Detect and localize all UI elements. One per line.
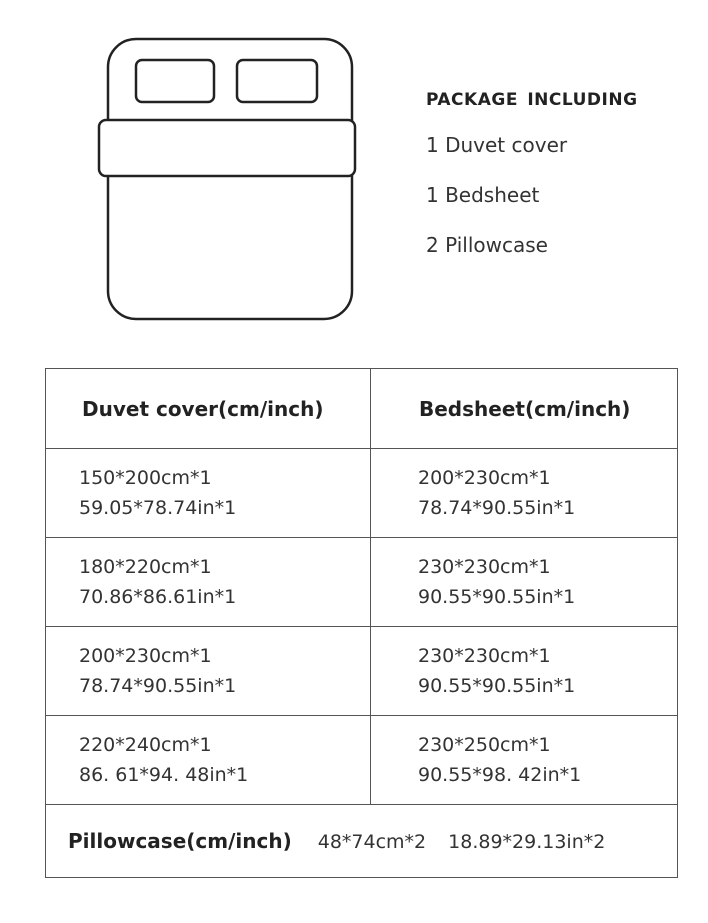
duvet-cell bbox=[46, 627, 371, 716]
bedsheet-inch: 90.55*98. 42in*1 bbox=[418, 764, 582, 786]
bedsheet-cell bbox=[371, 716, 678, 805]
pillow-right bbox=[237, 60, 317, 102]
bedsheet-cm: 200*230cm*1 bbox=[418, 467, 551, 489]
pillowcase-cell bbox=[46, 805, 678, 878]
bedsheet-cm: 230*250cm*1 bbox=[418, 734, 551, 756]
table-row bbox=[46, 716, 678, 805]
duvet-cell bbox=[46, 716, 371, 805]
bedsheet-cell bbox=[371, 449, 678, 538]
header-duvet: Duvet cover(cm/inch) bbox=[46, 369, 371, 449]
duvet-cell bbox=[46, 538, 371, 627]
table-header-row bbox=[46, 369, 678, 449]
bedsheet-cell bbox=[371, 538, 678, 627]
duvet-cm: 200*230cm*1 bbox=[79, 645, 212, 667]
bedsheet-cm: 230*230cm*1 bbox=[418, 556, 551, 578]
duvet-inch: 70.86*86.61in*1 bbox=[79, 586, 237, 608]
duvet-cell bbox=[46, 449, 371, 538]
duvet-inch: 86. 61*94. 48in*1 bbox=[79, 764, 249, 786]
header-bedsheet: Bedsheet(cm/inch) bbox=[371, 369, 678, 449]
table-row bbox=[46, 538, 678, 627]
pillowcase-row bbox=[46, 805, 678, 878]
bedsheet-inch: 78.74*90.55in*1 bbox=[418, 497, 576, 519]
package-item-bedsheet: 1 Bedsheet bbox=[426, 183, 540, 207]
package-title: PACKAGE INCLUDING bbox=[426, 90, 638, 110]
package-item-duvet: 1 Duvet cover bbox=[426, 133, 568, 157]
bedsheet-inch: 90.55*90.55in*1 bbox=[418, 675, 576, 697]
duvet-cm: 220*240cm*1 bbox=[79, 734, 212, 756]
duvet-inch: 59.05*78.74in*1 bbox=[79, 497, 237, 519]
bedsheet-cm: 230*230cm*1 bbox=[418, 645, 551, 667]
pillowcase-label: Pillowcase(cm/inch) bbox=[68, 829, 292, 853]
pillowcase-inch: 18.89*29.13in*2 bbox=[448, 831, 606, 853]
duvet-cm: 180*220cm*1 bbox=[79, 556, 212, 578]
pillowcase-cm: 48*74cm*2 bbox=[317, 831, 427, 853]
duvet-cm: 150*200cm*1 bbox=[79, 467, 212, 489]
table-row bbox=[46, 627, 678, 716]
package-item-pillowcase: 2 Pillowcase bbox=[426, 233, 548, 257]
duvet-fold bbox=[99, 120, 355, 176]
duvet-inch: 78.74*90.55in*1 bbox=[79, 675, 237, 697]
bedsheet-inch: 90.55*90.55in*1 bbox=[418, 586, 576, 608]
table-row bbox=[46, 449, 678, 538]
bedsheet-cell bbox=[371, 627, 678, 716]
bed-icon bbox=[96, 34, 366, 326]
package-list bbox=[426, 90, 638, 282]
size-table bbox=[45, 368, 678, 878]
pillow-left bbox=[136, 60, 214, 102]
